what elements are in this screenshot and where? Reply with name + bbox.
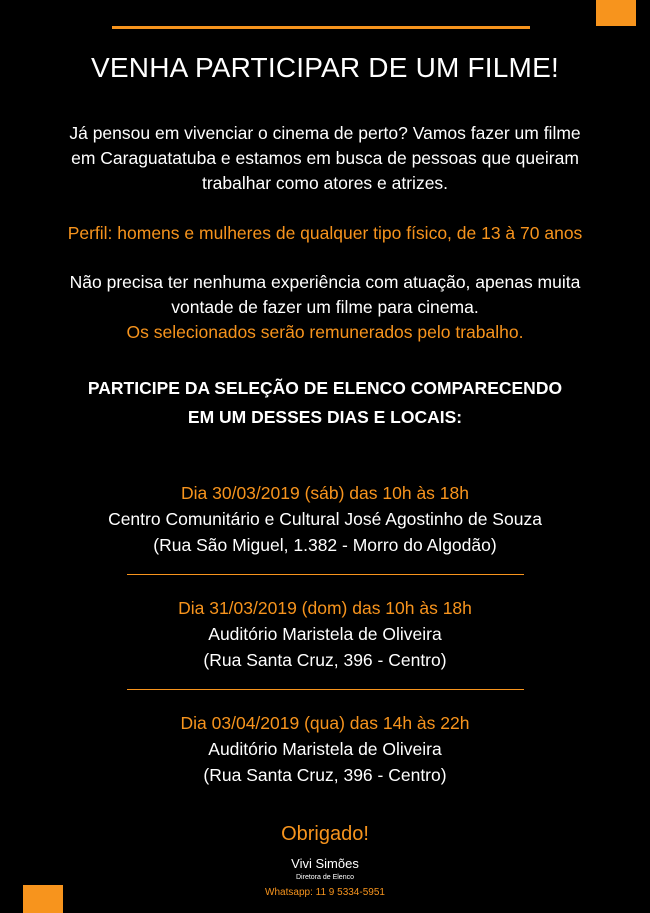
experience-line: Não precisa ter nenhuma experiência com atuação, apenas muita — [69, 272, 581, 292]
corner-accent-square-bottom — [23, 885, 63, 913]
intro-line: Já pensou em vivenciar o cinema de perto? Vamos fazer um filme — [69, 123, 581, 143]
event-date: Dia 03/04/2019 (qua) das 14h às 22h — [180, 713, 470, 733]
signer-role: Diretora de Elenco — [296, 874, 354, 881]
event-date: Dia 30/03/2019 (sáb) das 10h às 18h — [181, 483, 469, 503]
call-to-action-heading — [20, 374, 630, 432]
profile-text: Perfil: homens e mulheres de qualquer tipo físico, de 13 à 70 anos — [67, 223, 583, 243]
event-venue: Auditório Maristela de Oliveira — [208, 624, 442, 644]
event-address: (Rua Santa Cruz, 396 - Centro) — [203, 650, 447, 670]
paid-note: Os selecionados serão remunerados pelo trabalho. — [126, 322, 524, 342]
cta-line: PARTICIPE DA SELEÇÃO DE ELENCO COMPARECENDO — [87, 378, 563, 398]
event-block — [20, 595, 630, 673]
page-title: VENHA PARTICIPAR DE UM FILME! — [91, 52, 559, 83]
event-date: Dia 31/03/2019 (dom) das 10h às 18h — [178, 598, 472, 618]
event-block — [20, 710, 630, 788]
event-venue: Centro Comunitário e Cultural José Agostinho de Souza — [108, 509, 542, 529]
event-venue: Auditório Maristela de Oliveira — [208, 739, 442, 759]
event-address: (Rua Santa Cruz, 396 - Centro) — [203, 765, 447, 785]
top-accent-rule — [112, 26, 530, 29]
signer-name: Vivi Simões — [291, 856, 359, 871]
corner-accent-square-top — [596, 0, 636, 26]
event-block — [20, 480, 630, 558]
thanks-text: Obrigado! — [281, 823, 369, 845]
intro-line: trabalhar como atores e atrizes. — [201, 173, 449, 193]
event-divider — [127, 574, 524, 575]
whatsapp-contact: Whatsapp: 11 9 5334-5951 — [265, 887, 385, 898]
experience-line: vontade de fazer um filme para cinema. — [171, 297, 479, 317]
intro-line: em Caraguatatuba e estamos em busca de pessoas que queiram — [71, 148, 579, 168]
cta-line: EM UM DESSES DIAS E LOCAIS: — [187, 407, 463, 427]
event-divider — [127, 689, 524, 690]
intro-paragraph — [20, 121, 630, 196]
event-address: (Rua São Miguel, 1.382 - Morro do Algodão) — [153, 535, 497, 555]
experience-paragraph — [20, 270, 630, 345]
